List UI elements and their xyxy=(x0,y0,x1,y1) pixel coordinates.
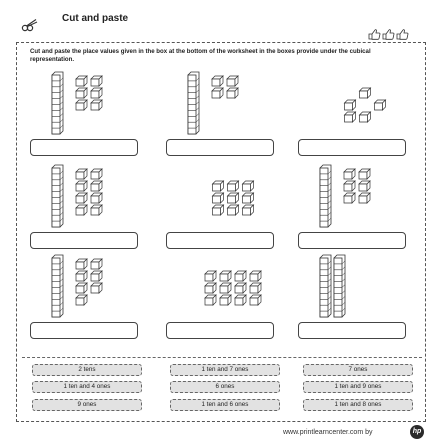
one-cube xyxy=(91,259,102,269)
one-cube xyxy=(212,88,223,98)
problem-cell xyxy=(30,163,148,249)
cutout-tag[interactable]: 7 ones xyxy=(303,364,413,376)
one-cube xyxy=(76,295,87,305)
one-cube xyxy=(220,271,231,281)
footer-site: www.printlearncenter.com by xyxy=(283,429,373,436)
problem-cell xyxy=(298,70,416,156)
answer-box[interactable] xyxy=(166,139,274,156)
one-cube xyxy=(76,283,87,293)
ten-rod xyxy=(188,72,199,134)
answer-box[interactable] xyxy=(30,139,138,156)
answer-box[interactable] xyxy=(30,322,138,339)
one-cube xyxy=(220,283,231,293)
one-cube xyxy=(212,76,223,86)
one-cube xyxy=(360,88,371,98)
base-ten-blocks xyxy=(298,253,416,319)
one-cube xyxy=(91,100,102,110)
one-cube xyxy=(360,112,371,122)
cutout-tag[interactable]: 9 ones xyxy=(32,399,142,411)
base-ten-blocks xyxy=(30,70,148,136)
one-cube xyxy=(235,271,246,281)
one-cube xyxy=(228,181,239,191)
worksheet-title: Cut and paste xyxy=(62,13,129,24)
cutout-tag[interactable]: 1 ten and 9 ones xyxy=(303,381,413,393)
one-cube xyxy=(91,181,102,191)
problem-cell xyxy=(30,70,148,156)
answer-box[interactable] xyxy=(298,322,406,339)
one-cube xyxy=(213,205,224,215)
one-cube xyxy=(235,295,246,305)
one-cube xyxy=(344,181,355,191)
one-cube xyxy=(243,181,254,191)
one-cube xyxy=(91,88,102,98)
one-cube xyxy=(250,295,261,305)
base-ten-blocks xyxy=(30,163,148,229)
one-cube xyxy=(76,76,87,86)
problem-cell xyxy=(298,253,416,339)
problem-cell xyxy=(166,253,284,339)
one-cube xyxy=(344,193,355,203)
ten-rod xyxy=(320,255,331,317)
ten-rod xyxy=(334,255,345,317)
answer-box[interactable] xyxy=(30,232,138,249)
scissors-icon xyxy=(21,18,39,32)
one-cube xyxy=(91,193,102,203)
one-cube xyxy=(345,100,356,110)
cutout-tag[interactable]: 1 ten and 8 ones xyxy=(303,399,413,411)
thumbs-rating-icon xyxy=(367,28,413,40)
one-cube xyxy=(345,112,356,122)
cutout-tag[interactable]: 1 ten and 6 ones xyxy=(170,399,280,411)
problem-cell xyxy=(30,253,148,339)
one-cube xyxy=(205,283,216,293)
answer-box[interactable] xyxy=(298,232,406,249)
problem-cell xyxy=(166,70,284,156)
one-cube xyxy=(76,193,87,203)
base-ten-blocks xyxy=(166,163,284,229)
cutout-tag[interactable]: 1 ten and 4 ones xyxy=(32,381,142,393)
answer-box[interactable] xyxy=(298,139,406,156)
problem-cell xyxy=(166,163,284,249)
base-ten-blocks xyxy=(298,70,416,136)
one-cube xyxy=(344,169,355,179)
one-cube xyxy=(213,181,224,191)
base-ten-blocks xyxy=(298,163,416,229)
cut-line xyxy=(22,357,422,359)
one-cube xyxy=(91,205,102,215)
one-cube xyxy=(205,271,216,281)
one-cube xyxy=(227,88,238,98)
one-cube xyxy=(250,271,261,281)
one-cube xyxy=(243,205,254,215)
one-cube xyxy=(76,271,87,281)
ten-rod xyxy=(52,255,63,317)
one-cube xyxy=(76,205,87,215)
one-cube xyxy=(359,181,370,191)
cutout-tag[interactable]: 2 tens xyxy=(32,364,142,376)
one-cube xyxy=(227,76,238,86)
one-cube xyxy=(76,181,87,191)
answer-box[interactable] xyxy=(166,232,274,249)
problem-cell xyxy=(298,163,416,249)
one-cube xyxy=(228,205,239,215)
one-cube xyxy=(250,283,261,293)
base-ten-blocks xyxy=(166,253,284,319)
one-cube xyxy=(76,259,87,269)
one-cube xyxy=(91,283,102,293)
hp-logo: hp xyxy=(410,425,424,439)
one-cube xyxy=(205,295,216,305)
base-ten-blocks xyxy=(166,70,284,136)
one-cube xyxy=(91,76,102,86)
instructions: Cut and paste the place values given in the box at the bottom of the worksheet in the boxes provide under the cubical representation. xyxy=(30,48,371,63)
one-cube xyxy=(243,193,254,203)
one-cube xyxy=(375,100,386,110)
one-cube xyxy=(91,271,102,281)
one-cube xyxy=(220,295,231,305)
cutout-tag[interactable]: 1 ten and 7 ones xyxy=(170,364,280,376)
one-cube xyxy=(213,193,224,203)
ten-rod xyxy=(52,165,63,227)
one-cube xyxy=(235,283,246,293)
cutout-tag[interactable]: 6 ones xyxy=(170,381,280,393)
ten-rod xyxy=(52,72,63,134)
one-cube xyxy=(228,193,239,203)
base-ten-blocks xyxy=(30,253,148,319)
one-cube xyxy=(76,88,87,98)
answer-box[interactable] xyxy=(166,322,274,339)
ten-rod xyxy=(320,165,331,227)
one-cube xyxy=(359,169,370,179)
one-cube xyxy=(76,169,87,179)
one-cube xyxy=(91,169,102,179)
one-cube xyxy=(359,193,370,203)
one-cube xyxy=(76,100,87,110)
